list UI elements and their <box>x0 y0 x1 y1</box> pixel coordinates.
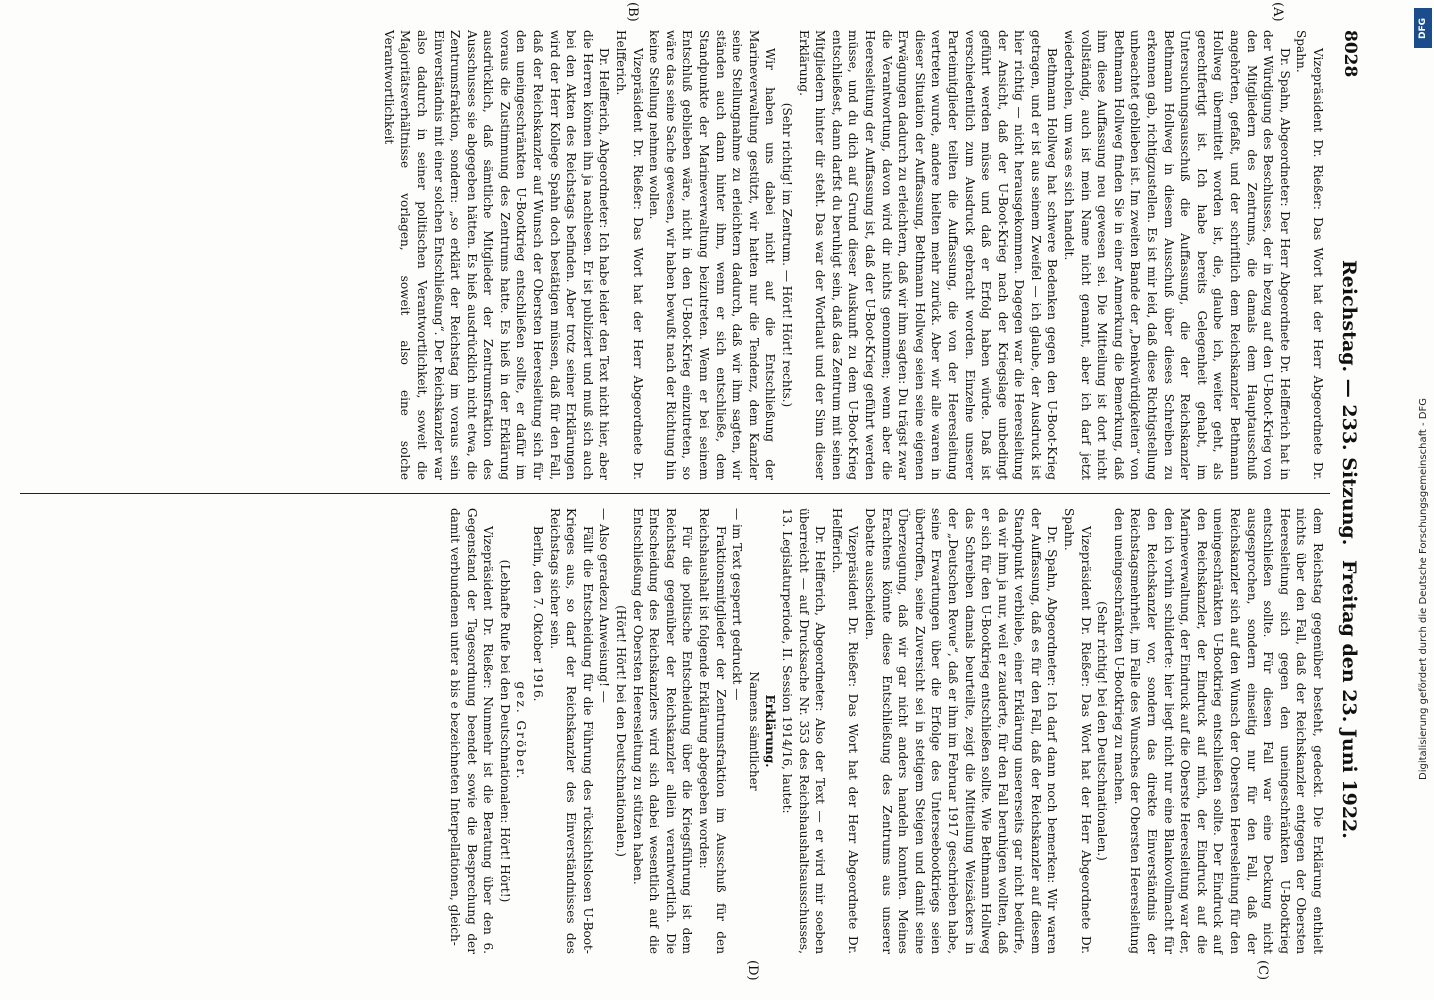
paragraph: Vizepräsident Dr. Rießer: Das Wort hat der Herr Abgeordnete Dr. Spahn. <box>1062 508 1093 954</box>
declaration-intro: Namens sämtlicher <box>746 671 761 791</box>
declaration-aside: — Also geradezu Anweisung! — <box>597 508 612 703</box>
paragraph: Bethmann Hollweg hat schwere Bedenken gegen den U-Boot-Krieg getragen, und er ist aus seinem Zweifel — ich glaube, der Ausdruck ist hier richtig — nicht herausgekommen. Dagegen war die Heeresleitung der Ansicht, daß der U-Boot-Krieg nach der Kriegslage unbedingt geführt werden müsse und daß er Erfolg haben würde. Daß ist verschiedentlich zum Ausdruck gebracht worden. Einzelne unserer Parteimitglieder teilten die Auffassung, die von der Heeresleitung vertreten wurde, andere hielten mehr zurück. Aber wir alle waren in dieser Situation der Auffassung, Bethmann Hollweg seien seine eigenen Erwägungen dadurch zu erleichtern, daß wir ihm sagten: Du trägst zwar die Verantwortung, davon wird dir nichts genommen; wenn aber die Heeresleitung der Auffassung ist, daß der U-Boot-Krieg geführt werden müsse, und du dich auf Grund dieser Auskunft zu dem U-Boot-Krieg entschließest, dann darfst du beruhigt sein, daß das Zentrum mit seinen Mitgliedern hinter dir steht. Das war der Wortlaut und der Sinn dieser Erklärung. <box>796 30 1060 480</box>
paragraph: dem Reichstag gegenüber besteht, gedeckt. Die Erklärung enthielt nichts über den Fall, daß der Reichskanzler entgegen der Obersten Heeresleitung sich gegen den uneingeschränkten U-Bootkrieg entschließen sollte. Für diesen Fall war eine Deckung nicht ausgesprochen, sondern einseitig nur für den Fall, daß der Reichskanzler sich auf den Wunsch der Obersten Heeresleitung für den uneingeschränkten U-Bootkrieg entschließen sollte. Der Eindruck auf den Reichskanzler, der Eindruck auf mich, der Eindruck auf die Marineverwaltung, der Eindruck auf die Oberste Heeresleitung war der, den ich vorhin schilderte: hier liegt nicht nur eine Blankovollmacht für den Reichskanzler vor, sondern das direkte Einverständnis der Reichstagsmehrheit, im Falle des Wunsches der Obersten Heeresleitung den uneingeschränkten U-Bootkrieg zu machen. <box>1111 508 1325 954</box>
interjection: (Lebhafte Rufe bei den Deutschnationalen: Hört! Hört!) <box>497 559 512 903</box>
declaration-aside: — im Text gesperrt gedruckt — <box>730 508 745 701</box>
paragraph: Vizepräsident Dr. Rießer: Das Wort hat der Herr Abgeordnete Dr. Helfferich. <box>829 508 861 954</box>
declaration-date: Berlin, den 7. Oktober 1916. <box>531 526 546 702</box>
header-left-title: Reichstag. — 233. Sitzung. <box>1338 260 1360 546</box>
declaration-title: Erklärung. <box>763 694 778 768</box>
declaration-signature: gez. Gröber. <box>514 681 529 781</box>
declaration-body: Für die politische Entscheidung über die Kriegsführung ist dem Reichstag gegenüber der Reichskanzler allein verantwortlich. Die Entscheidung des Reichskanzlers wird sich dabei wesentlich auf die Entschließung der Obersten Heeresleitung zu stützen haben. <box>630 508 695 954</box>
margin-label-d: (D) <box>745 960 760 981</box>
paragraph: Dr. Helfferich, Abgeordneter: Also der Text — er wird mir soeben überreicht — auf Drucksache Nr. 353 des Reichshaushaltsausschusses, 13. Legislaturperiode, II. Session 1914/16, lautet: <box>780 508 828 954</box>
paragraph: Dr. Spahn, Abgeordneter: Ich darf dann noch bemerken: Wir waren der Auffassung, daß es für den Fall, daß der Reichskanzler auf diesem Standpunkt verbliebe, einer Erklärung unsererseits gar nicht bedürfe, da wir ihm ja nur, weil er zauderte, für den Fall beruhigen wollten, daß er sich für den U-Bootkrieg entschließen sollte. Wie Bethmann Hollweg das Schreiben damals beurteilte, zeigt die Mitteilung Weizsäckers in der „Deutschen Revue“, daß er ihm im Februar 1917 geschrieben habe, seine Erwartungen über die Erfolge des Unterseebootkriegs seien übertroffen, seine Zuversicht sei in stetigem Steigen und damit seine Überzeugung, daß wir gar nicht anders handeln konnten. Meines Erachtens könnte diese Entschließung des Zentrums aus unserer Debatte ausscheiden. <box>862 508 1060 954</box>
interjection: (Hört! Hört! bei den Deutschnationalen.) <box>614 605 629 857</box>
declaration-body: Fraktionsmitglieder der Zentrumsfraktion im Ausschuß für den Reichshaushalt ist folgende Erklärung abgegeben worden: <box>697 508 728 954</box>
margin-label-a: (A) <box>1270 2 1285 22</box>
paragraph: Vizepräsident Dr. Rießer: Nunmehr ist die Beratung über den 6. Gegenstand der Tagesordnung beendet sowie die Besprechung der damit verbundenen unter a bis e bezeichneten Interpellationen, gleich- <box>448 508 496 954</box>
paragraph: Vizepräsident Dr. Rießer: Das Wort hat der Herr Abgeordnete Dr. Spahn. <box>1294 30 1325 480</box>
interjection: (Sehr richtig! im Zentrum. — Hört! Hört! rechts.) <box>780 102 794 408</box>
column-divider <box>20 493 1330 494</box>
dfg-logo: DFG <box>1414 8 1432 48</box>
margin-label-c: (C) <box>1255 960 1270 981</box>
paragraph: Wir haben uns dabei nicht auf die Entschließung der Marineverwaltung gestützt, wir hatten nur die Tendenz, dem Kanzler seine Stellungnahme zu erleichtern dadurch, daß wir ihm sagten, wir ständen auch dann hinter ihm, wenn er sich entschließe, dem Standpunkte der Marineverwaltung beizutreten. Wenn er bei seinem Entschluß geblieben wäre, nicht in den U-Boot-Krieg einzutreten, so wäre das seine Sache gewesen, wir haben bewußt nach der Richtung hin keine Stellung nehmen wollen. <box>647 30 778 480</box>
margin-label-b: (B) <box>625 2 640 22</box>
right-column <box>447 508 1326 954</box>
left-column <box>380 30 1326 480</box>
interjection: (Sehr richtig! bei den Deutschnationalen.) <box>1095 601 1110 861</box>
page-number: 8028 <box>1340 30 1360 78</box>
paragraph: Vizepräsident Dr. Rießer: Das Wort hat der Herr Abgeordnete Dr. Helfferich. <box>614 30 645 480</box>
declaration-body: Fällt die Entscheidung für die Führung des rücksichtslosen U-Boot-Krieges aus, so darf der Reichskanzler des Einverständnisses des Reichstags sicher sein. <box>547 508 595 954</box>
header-right-title: Freitag den 23. Juni 1922. <box>1338 560 1360 839</box>
paragraph: Dr. Helfferich, Abgeordneter: Ich habe leider den Text nicht hier, aber die Herren können ihn ja nachlesen. Er ist publiziert und muß sich auch bei den Akten des Reichstags befinden. Aber trotz seiner Erklärungen wird der Herr Kollege Spahn doch bestätigen müssen, daß für den Fall, daß der Reichskanzler auf Wunsch der Obersten Heeresleitung sich für den uneingeschränkten U-Bootkrieg entschließen sollte, er dafür im voraus die Zustimmung des Zentrums hatte. Es hieß in der Erklärung ausdrücklich, daß sämtliche Mitglieder der Zentrumsfraktion des Ausschusses sie abgegeben hätten. Es hieß ausdrücklich nicht etwa, die Zentrumsfraktion, sondern: „so erklärt der Reichstag im voraus sein Einverständnis mit einer solchen Entschließung“. Der Reichskanzler war also dadurch in seiner politischen Verantwortlichkeit, soweit die Majoritätsverhältnisse vorlagen, soweit also eine solche Verantwortlichkeit <box>381 30 612 480</box>
digitization-note: Digitalisierung gefördert durch die Deutsche Forschungsgemeinschaft - DFG <box>1418 397 1429 780</box>
paragraph: Dr. Spahn, Abgeordneter: Der Herr Abgeordnete Dr. Helfferich hat in der Würdigung des Beschlusses, der in bezug auf den U-Boot-Krieg von den Mitgliedern des Zentrums, die damals dem Hauptausschuß angehörten, gefaßt, und der schriftlich dem Reichskanzler Bethmann Hollweg übermittelt worden ist, die, glaube ich, weiter geht, als gerechtfertigt ist. Ich habe bereits Gelegenheit gehabt, im Untersuchungsausschuß die Auffassung, die der Reichskanzler Bethmann Hollweg in diesem Ausschuß über dieses Schreiben zu erkennen gab, richtigzustellen. Es ist mir leid, daß diese Richtigstellung unbeachtet geblieben ist. Im zweiten Bande der „Denkwürdigkeiten“ von Bethmann Hollweg finden Sie in einer Anmerkung die Bemerkung, daß ihm diese Auffassung neu gewesen sei. Die Mitteilung ist dort nicht vollständig, auch ist mein Name nicht genannt, aber ich darf jetzt wiederholen, um was es sich handelt. <box>1062 30 1292 480</box>
